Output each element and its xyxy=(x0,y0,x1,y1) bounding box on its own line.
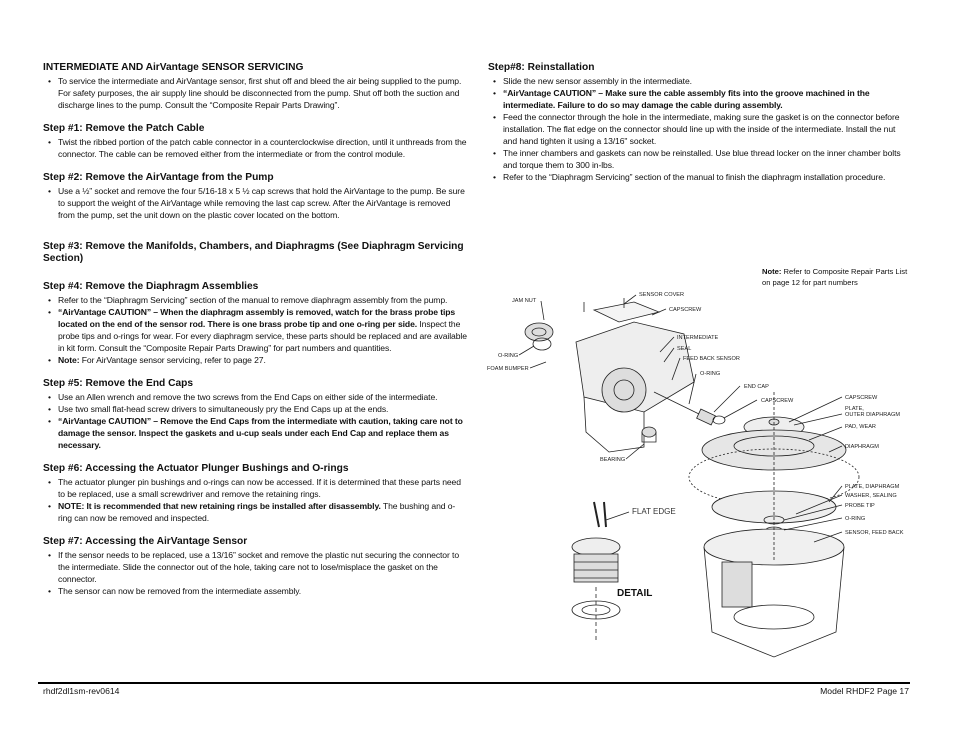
bullet: • To service the intermediate and AirVantage sensor, first shut off and bleed the air being supplied to the pump. For safety purposes, the air supply line should be disconnected from the pump. Shut off both the suction and discharge lines to the pump. Consult the “Composite Repair Parts Drawing”. xyxy=(43,75,467,111)
step-heading: Step #6: Accessing the Actuator Plunger Bushings and O-rings xyxy=(43,463,349,474)
bullet: • Use an Allen wrench and remove the two screws from the End Caps on either side of the intermediate. xyxy=(43,391,467,403)
bullet-text: Inspect the probe tips and o-rings for wear. For every diaphragm service, these parts should be replaced and are available in kit form. Consult the “Composite Repair Parts Drawing” for part numbers and quantities. xyxy=(58,319,467,353)
note-label: Note: xyxy=(58,355,80,365)
step-heading: Step #4: Remove the Diaphragm Assemblies xyxy=(43,281,259,292)
label-capscrew-right: CAPSCREW xyxy=(845,395,878,401)
bullet: • The sensor can now be removed from the intermediate assembly. xyxy=(43,585,467,597)
exploded-parts-diagram xyxy=(484,262,924,682)
label-bearing: BEARING xyxy=(600,457,626,463)
bullet: • Refer to the “Diaphragm Servicing” section of the manual to finish the diaphragm installation procedure. xyxy=(488,171,908,183)
right-column xyxy=(488,62,908,195)
label-probe-tip: PROBE TIP xyxy=(845,503,875,509)
label-end-cap: END CAP xyxy=(744,384,769,390)
bullet-text: For AirVantage sensor servicing, refer to page 27. xyxy=(79,355,266,365)
caution-text: “AirVantage CAUTION” – Remove the End Caps from the intermediate with caution, taking care not to damage the sensor. Inspect the gaskets and u-cup seals under each End Cap and replace them as necessary. xyxy=(58,416,463,450)
label-o-ring-right: O-RING xyxy=(845,516,866,522)
label-sensor-feed-back: SENSOR, FEED BACK xyxy=(845,530,904,536)
label-flat-edge: FLAT EDGE xyxy=(632,507,676,516)
bullet: • Use a ½” socket and remove the four 5/16-18 x 5 ½ cap screws that hold the AirVantage to the pump. Be sure to support the weight of the AirVantage while removing the last cap screw. After the AirVantage is removed from the pump, set the unit down on the plastic cover located on the bottom. xyxy=(43,185,467,221)
label-feed-back-sensor: FEED BACK SENSOR xyxy=(683,356,740,362)
bullet: • Use two small flat-head screw drivers to simultaneously pry the End Caps up at the ends. xyxy=(43,403,467,415)
label-plate-outer-2: OUTER DIAPHRAGM xyxy=(845,412,901,418)
note-text: Refer to Composite Repair Parts List on page 12 for part numbers xyxy=(762,267,908,287)
section-heading: INTERMEDIATE AND AirVantage SENSOR SERVICING xyxy=(43,62,304,73)
step5-section xyxy=(43,378,467,451)
caution-text: “AirVantage CAUTION” – When the diaphragm assembly is removed, watch for the brass probe tips located on the end of the sensor rod. There is one brass probe tip and one o-ring per side. xyxy=(58,307,456,329)
bullet xyxy=(43,415,467,451)
bullet: • The inner chambers and gaskets can now be reinstalled. Use blue thread locker on the inner chamber bolts and torque them to 300 in-lbs. xyxy=(488,147,908,171)
bullet xyxy=(43,354,467,366)
step-heading: Step #5: Remove the End Caps xyxy=(43,378,194,389)
step-heading: Step #1: Remove the Patch Cable xyxy=(43,123,205,134)
bullet: • Slide the new sensor assembly in the intermediate. xyxy=(488,75,908,87)
note-label: Note: xyxy=(762,267,782,276)
label-o-ring-left: O-RING xyxy=(498,353,519,359)
label-o-ring-mid: O-RING xyxy=(700,371,721,377)
label-detail: DETAIL xyxy=(617,588,653,599)
bullet xyxy=(43,306,467,354)
label-foam-bumper: FOAM BUMPER xyxy=(487,366,529,372)
step2-section xyxy=(43,172,467,221)
step3-section xyxy=(43,241,467,265)
step1-section xyxy=(43,123,467,160)
intro-section xyxy=(43,62,467,111)
bullet: • Feed the connector through the hole in the intermediate, making sure the gasket is on the connector before installation. The flat edge on the connector should line up with the inside of the intermediate. Install the nut and hand tighten it using a 13/16" socket. xyxy=(488,111,908,147)
left-column xyxy=(43,62,467,609)
bullet xyxy=(43,500,467,524)
label-seal: SEAL xyxy=(677,346,692,352)
label-sensor-cover: SENSOR COVER xyxy=(639,292,685,298)
step8-section xyxy=(488,62,908,183)
label-pad-wear: PAD, WEAR xyxy=(845,424,876,430)
label-capscrew-top: CAPSCREW xyxy=(669,307,702,313)
bullet-text: The bushing and o-ring can now be removed and inspected. xyxy=(58,501,456,523)
step7-section xyxy=(43,536,467,597)
label-plate-outer-1: PLATE, xyxy=(845,406,864,412)
label-diaphragm: DIAPHRAGM xyxy=(845,444,879,450)
label-intermediate: INTERMEDIATE xyxy=(677,335,719,341)
label-capscrew-mid: CAPSCREW xyxy=(761,398,794,404)
step-heading: Step #3: Remove the Manifolds, Chambers, and Diaphragms (See Diaphragm Servicing Section) xyxy=(43,241,464,264)
step-heading: Step #7: Accessing the AirVantage Sensor xyxy=(43,536,248,547)
bullet: • Twist the ribbed portion of the patch cable connector in a counterclockwise direction, until it unthreads from the connector. The cable can be removed either from the intermediate or from the control module. xyxy=(43,136,467,160)
step-heading: Step #2: Remove the AirVantage from the Pump xyxy=(43,172,274,183)
caution-text: “AirVantage CAUTION” – Make sure the cable assembly fits into the groove machined in the intermediate. Failure to do so may damage the cable during assembly. xyxy=(503,88,870,110)
step6-section xyxy=(43,463,467,524)
label-washer-sealing: WASHER, SEALING xyxy=(845,493,897,499)
label-jam-nut: JAM NUT xyxy=(512,298,537,304)
bullet: • The actuator plunger pin bushings and o-rings can now be accessed. If it is determined that these parts need to be replaced, use a small screwdriver and remove the retaining rings. xyxy=(43,476,467,500)
bullet: • If the sensor needs to be replaced, use a 13/16” socket and remove the plastic nut securing the connector to the intermediate. Slide the connector out of the hole, taking care not to lose/misplace the gasket on the connector. xyxy=(43,549,467,585)
label-plate-diaphragm: PLATE, DIAPHRAGM xyxy=(845,484,900,490)
footer-page-number: Model RHDF2 Page 17 xyxy=(820,686,909,696)
step4-section xyxy=(43,281,467,366)
bullet xyxy=(488,87,908,111)
footer-doc-id: rhdf2dl1sm-rev0614 xyxy=(43,686,120,696)
footer-rule xyxy=(38,682,910,684)
step-heading: Step#8: Reinstallation xyxy=(488,62,595,73)
bullet: • Refer to the “Diaphragm Servicing” section of the manual to remove diaphragm assembly from the pump. xyxy=(43,294,467,306)
note-text: NOTE: It is recommended that new retaining rings be installed after disassembly. xyxy=(58,501,381,511)
